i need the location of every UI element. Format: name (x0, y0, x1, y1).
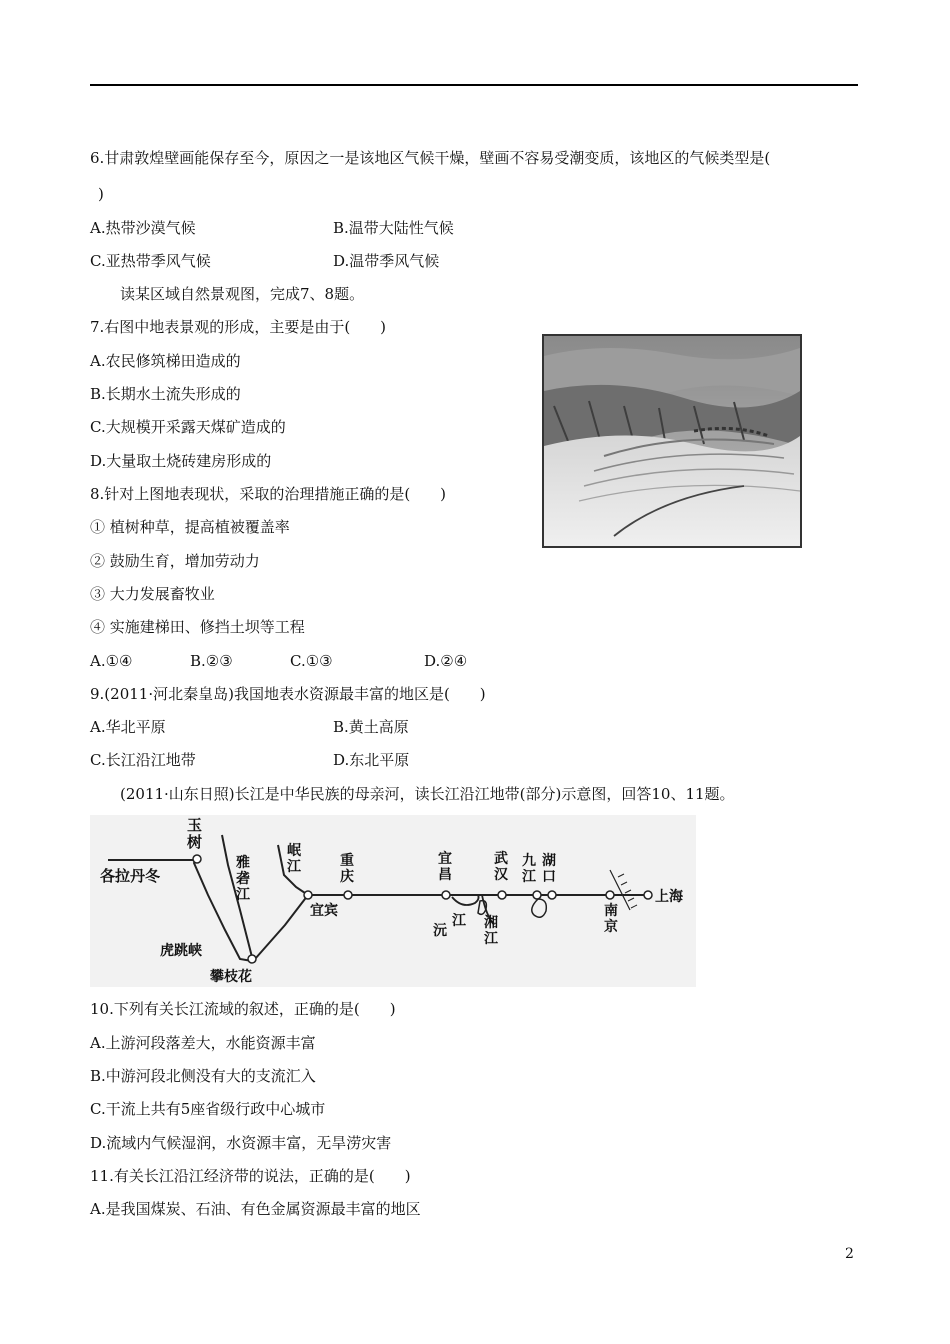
q10-stem: 10.下列有关长江流域的叙述，正确的是( ) (90, 1000, 396, 1018)
q8-item-1: ① 植树种草，提高植被覆盖率 (90, 518, 290, 536)
q6-stem: 6.甘肃敦煌壁画能保存至今，原因之一是该地区气候干燥，壁画不容易受潮变质，该地区的气候类型是( (90, 149, 771, 167)
q8-item-4: ④ 实施建梯田、修挡土坝等工程 (90, 618, 305, 636)
q8-stem: 8.针对上图地表现状，采取的治理措施正确的是( ) (90, 485, 447, 503)
map-label-min-2: 江 (287, 859, 301, 875)
map-label-gelandandong: 各拉丹冬 (100, 867, 161, 885)
q6-option-d: D.温带季风气候 (333, 252, 440, 270)
q8-option-c: C.①③ (290, 652, 333, 670)
map-label-nanjing-1: 南 (604, 903, 618, 919)
q11-stem: 11.有关长江沿江经济带的说法，正确的是( ) (90, 1167, 411, 1185)
map-label-chongqing-2: 庆 (340, 869, 354, 885)
intro-7-8: 读某区域自然景观图，完成7、8题。 (120, 285, 365, 303)
q7-option-a: A.农民修筑梯田造成的 (90, 352, 241, 370)
map-node-nanjing (606, 891, 614, 899)
map-label-hukou-2: 口 (542, 869, 556, 885)
q6-stem-end: ) (98, 185, 104, 203)
q8-option-a: A.①④ (90, 652, 133, 670)
q8-option-d: D.②④ (424, 652, 468, 670)
map-label-wuhan-2: 汉 (494, 867, 508, 883)
q11-option-a: A.是我国煤炭、石油、有色金属资源最丰富的地区 (90, 1200, 421, 1218)
q9-stem: 9.(2011·河北秦皇岛)我国地表水资源最丰富的地区是( ) (90, 685, 486, 703)
q7-stem: 7.右图中地表景观的形成，主要是由于( ) (90, 318, 387, 336)
map-label-xiang-2: 江 (484, 931, 498, 947)
map-label-yibin: 宜宾 (310, 903, 338, 919)
q9-option-c: C.长江沿江地带 (90, 751, 196, 769)
q10-option-b: B.中游河段北侧没有大的支流汇入 (90, 1067, 316, 1085)
q6-option-b: B.温带大陆性气候 (333, 219, 454, 237)
map-label-yalong-2: 砻 (236, 871, 250, 887)
map-label-jiujiang-1: 九 (522, 853, 536, 869)
yangtze-map (90, 815, 696, 987)
q10-option-a: A.上游河段落差大，水能资源丰富 (90, 1034, 316, 1052)
map-label-wuhan-1: 武 (494, 851, 508, 867)
map-node-chongqing (344, 891, 352, 899)
yangtze-map-svg (90, 815, 696, 987)
map-label-yichang-2: 昌 (438, 867, 452, 883)
map-label-yalong-1: 雅 (236, 855, 250, 871)
map-node-yichang (442, 891, 450, 899)
map-label-min-1: 岷 (287, 843, 301, 859)
landscape-photo-image (544, 336, 800, 546)
map-label-yushu-2: 树 (187, 833, 203, 851)
map-node-yibin (304, 891, 312, 899)
map-node-hukou (548, 891, 556, 899)
map-label-jiang: 江 (452, 913, 466, 929)
q9-option-d: D.东北平原 (333, 751, 410, 769)
map-label-yalong-3: 江 (236, 887, 250, 903)
map-node-shanghai (644, 891, 652, 899)
map-label-hutiaoxia: 虎跳峡 (160, 943, 202, 959)
intro-10-11: (2011·山东日照)长江是中华民族的母亲河，读长江沿江地带(部分)示意图，回答10、11题。 (120, 785, 735, 803)
map-node-jiujiang (533, 891, 541, 899)
landscape-photo (542, 334, 802, 548)
header-rule (90, 84, 858, 86)
q8-item-3: ③ 大力发展畜牧业 (90, 585, 215, 603)
q10-option-d: D.流域内气候湿润，水资源丰富，无旱涝灾害 (90, 1134, 392, 1152)
map-label-shanghai: 上海 (655, 889, 683, 905)
q9-option-b: B.黄土高原 (333, 718, 409, 736)
page-number: 2 (845, 1246, 854, 1262)
q6-option-c: C.亚热带季风气候 (90, 252, 211, 270)
map-label-panzhihua: 攀枝花 (210, 969, 252, 985)
q10-option-c: C.干流上共有5座省级行政中心城市 (90, 1100, 326, 1118)
map-label-xiang-1: 湘 (484, 915, 498, 931)
map-label-yushu-1: 玉 (187, 816, 203, 834)
q8-item-2: ② 鼓励生育，增加劳动力 (90, 552, 260, 570)
q7-option-d: D.大量取土烧砖建房形成的 (90, 452, 272, 470)
map-label-jiujiang-2: 江 (522, 869, 536, 885)
map-node-yushu (193, 855, 201, 863)
q9-option-a: A.华北平原 (90, 718, 166, 736)
map-node-panzhihua (248, 955, 256, 963)
q8-option-b: B.②③ (190, 652, 233, 670)
q6-option-a: A.热带沙漠气候 (90, 219, 196, 237)
q7-option-c: C.大规模开采露天煤矿造成的 (90, 418, 286, 436)
map-label-chongqing-1: 重 (340, 853, 354, 869)
map-label-hukou-1: 湖 (542, 853, 556, 869)
map-node-wuhan (498, 891, 506, 899)
q7-option-b: B.长期水土流失形成的 (90, 385, 241, 403)
map-label-yichang-1: 宜 (438, 851, 452, 867)
map-label-nanjing-2: 京 (604, 919, 618, 935)
map-label-yuan: 沅 (433, 923, 447, 939)
